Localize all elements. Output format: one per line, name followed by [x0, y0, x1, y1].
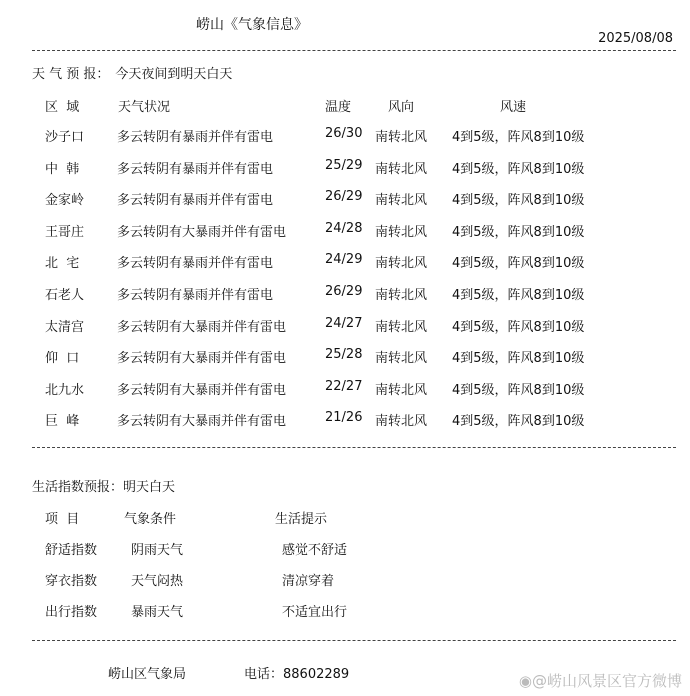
cell-wind-speed: 4到5级，阵风8到10级: [452, 319, 585, 335]
cell-wind-speed: 4到5级，阵风8到10级: [452, 130, 585, 145]
life-row: [0, 570, 690, 590]
cell-condition: 天气闷热: [131, 574, 184, 589]
life-index-label: 生活指数预报：明天白天: [32, 480, 176, 495]
cell-item: 出行指数: [45, 605, 98, 620]
cell-item: 穿衣指数: [45, 574, 98, 589]
cell-wind-speed: 4到5级，阵风8到10级: [452, 382, 585, 398]
forecast-row: [0, 410, 690, 430]
cell-weather: 多云转阴有大暴雨并伴有雷电: [117, 414, 287, 430]
cell-weather: 多云转阴有暴雨并伴有雷电: [117, 130, 274, 145]
life-header-row: [0, 508, 690, 528]
cell-wind-speed: 4到5级，阵风8到10级: [452, 414, 585, 430]
forecast-row: [0, 221, 690, 241]
footer-phone: 电话：88602289: [244, 667, 350, 682]
col-tip: 生活提示: [275, 512, 328, 527]
cell-wind-dir: 南转北风: [375, 256, 428, 272]
forecast-label: 天 气 预 报： 今天夜间到明天白天: [32, 67, 233, 82]
divider: [32, 447, 676, 448]
col-condition: 气象条件: [124, 512, 177, 527]
cell-weather: 多云转阴有大暴雨并伴有雷电: [117, 319, 287, 335]
cell-temp: 22/27: [325, 378, 363, 394]
cell-condition: 阴雨天气: [131, 543, 184, 558]
cell-region: 王哥庄: [45, 224, 85, 240]
cell-weather: 多云转阴有大暴雨并伴有雷电: [117, 351, 287, 367]
cell-wind-dir: 南转北风: [375, 319, 428, 335]
cell-weather: 多云转阴有暴雨并伴有雷电: [117, 256, 274, 272]
cell-temp: 26/29: [325, 189, 363, 205]
divider: [32, 640, 676, 641]
cell-region: 金家岭: [45, 193, 85, 209]
forecast-row: [0, 379, 690, 399]
cell-temp: 24/27: [325, 315, 363, 331]
cell-wind-speed: 4到5级，阵风8到10级: [452, 224, 585, 240]
document-title: 崂山《气象信息》: [196, 17, 308, 33]
cell-region: 沙子口: [45, 130, 85, 145]
cell-item: 舒适指数: [45, 543, 98, 558]
cell-tip: 清凉穿着: [282, 574, 335, 589]
cell-wind-speed: 4到5级，阵风8到10级: [452, 288, 585, 303]
cell-wind-speed: 4到5级，阵风8到10级: [452, 351, 585, 367]
forecast-row: [0, 158, 690, 178]
cell-wind-dir: 南转北风: [375, 224, 428, 240]
forecast-row: [0, 347, 690, 367]
cell-region: 仰 口: [45, 351, 80, 367]
cell-region: 太清宫: [45, 319, 85, 335]
life-row: [0, 539, 690, 559]
watermark: ◉@崂山风景区官方微博: [518, 672, 682, 690]
col-weather: 天气状况: [118, 100, 171, 115]
cell-region: 北九水: [45, 382, 85, 398]
divider: [32, 50, 676, 51]
cell-wind-dir: 南转北风: [375, 288, 428, 303]
document-date: 2025/08/08: [598, 31, 673, 46]
cell-weather: 多云转阴有暴雨并伴有雷电: [117, 161, 274, 177]
cell-tip: 不适宜出行: [282, 605, 348, 620]
col-wind-dir: 风向: [388, 100, 415, 115]
cell-wind-dir: 南转北风: [375, 382, 428, 398]
col-item: 项 目: [45, 512, 80, 527]
cell-wind-dir: 南转北风: [375, 351, 428, 367]
cell-temp: 26/29: [325, 284, 363, 299]
cell-region: 巨 峰: [45, 414, 80, 430]
cell-weather: 多云转阴有暴雨并伴有雷电: [117, 193, 274, 209]
cell-wind-dir: 南转北风: [375, 161, 428, 177]
cell-weather: 多云转阴有大暴雨并伴有雷电: [117, 224, 287, 240]
cell-wind-speed: 4到5级，阵风8到10级: [452, 193, 585, 209]
life-row: [0, 601, 690, 621]
weibo-icon: ◉: [518, 672, 532, 690]
cell-temp: 25/28: [325, 347, 363, 363]
cell-temp: 26/30: [325, 126, 363, 141]
forecast-row: [0, 252, 690, 272]
cell-wind-dir: 南转北风: [375, 193, 428, 209]
cell-region: 北 宅: [45, 256, 80, 272]
cell-temp: 24/28: [325, 220, 363, 236]
cell-region: 石老人: [45, 288, 85, 303]
forecast-row: [0, 284, 690, 304]
cell-weather: 多云转阴有大暴雨并伴有雷电: [117, 382, 287, 398]
footer-org: 崂山区气象局: [108, 667, 187, 682]
col-wind-speed: 风速: [500, 100, 527, 115]
cell-wind-dir: 南转北风: [375, 414, 428, 430]
forecast-header-row: [0, 96, 690, 116]
forecast-row: [0, 126, 690, 146]
col-region: 区 域: [45, 100, 80, 115]
cell-tip: 感觉不舒适: [282, 543, 348, 558]
cell-wind-dir: 南转北风: [375, 130, 428, 145]
cell-wind-speed: 4到5级，阵风8到10级: [452, 161, 585, 177]
col-temp: 温度: [325, 100, 352, 115]
cell-temp: 21/26: [325, 410, 363, 426]
cell-wind-speed: 4到5级，阵风8到10级: [452, 256, 585, 272]
cell-temp: 25/29: [325, 157, 363, 173]
forecast-row: [0, 316, 690, 336]
cell-temp: 24/29: [325, 252, 363, 268]
cell-region: 中 韩: [45, 161, 80, 177]
forecast-period: 今天夜间到明天白天: [115, 67, 233, 82]
cell-weather: 多云转阴有暴雨并伴有雷电: [117, 288, 274, 303]
forecast-row: [0, 189, 690, 209]
cell-condition: 暴雨天气: [131, 605, 184, 620]
